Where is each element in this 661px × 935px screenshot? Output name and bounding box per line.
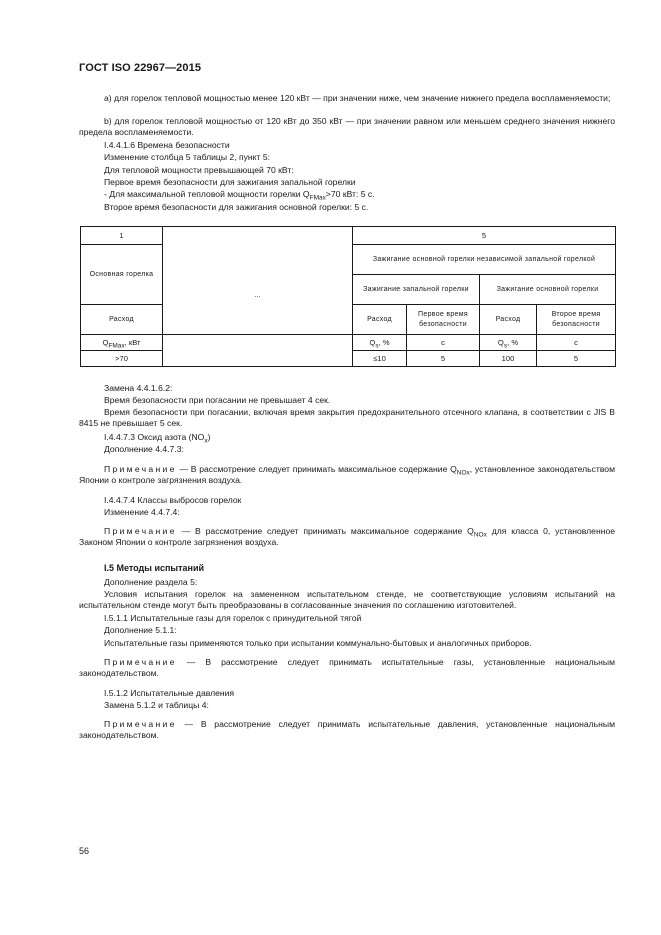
table-cell: $Q_s$, % <box>480 335 537 351</box>
clause-line: Замена 5.1.2 и таблицы 4: <box>104 700 209 710</box>
table-cell: 5 <box>537 351 616 367</box>
table-col-number: 1 <box>81 227 163 245</box>
note: Примечание — В рассмотрение следует принимать максимальное содержание $Q_{NOx}$, установленное законодательством Японии о контроле загрязнения воздуха. <box>79 464 615 486</box>
table-ellipsis: ... <box>163 227 353 335</box>
clause-line: Дополнение раздела 5: <box>104 577 198 587</box>
table-cell: ≤10 <box>353 351 407 367</box>
table-cell: Зажигание основной горелки <box>480 275 616 305</box>
note: Примечание — В рассмотрение следует принимать испытательные газы, установленные национальным законодательством. <box>79 657 615 679</box>
paragraph: Условия испытания горелок на замененном испытательном стенде, не соответствующие условиям испытаний на испытательном стенде могут быть преобразованы в согласованные значения по соглашению изготовителей. <box>79 589 615 611</box>
clause-line: Дополнение 5.1.1: <box>104 625 177 635</box>
table-cell: Расход <box>81 305 163 335</box>
table-cell: Второе время безопасности <box>537 305 616 335</box>
table-cell: Расход <box>480 305 537 335</box>
table-cell: c <box>537 335 616 351</box>
clause-heading: I.5.1.1 Испытательные газы для горелок с принудительной тягой <box>104 613 362 623</box>
table-cell <box>163 335 353 367</box>
clause-line: Время безопасности при погасании не превышает 4 сек. <box>104 395 331 405</box>
clause-line: Второе время безопасности для зажигания основной горелки: 5 с. <box>104 202 369 212</box>
table-cell: $Q_s$, % <box>353 335 407 351</box>
clause-line: Для тепловой мощности превышающей 70 кВт: <box>104 165 294 175</box>
table-cell: Основная горелка <box>81 245 163 305</box>
note: Примечание — В рассмотрение следует принимать максимальное содержание $Q_{NOx}$ для класса 0, установленное Законом Японии о контроле загрязнения воздуха. <box>79 526 616 548</box>
clause-line: Первое время безопасности для зажигания запальной горелки <box>104 177 356 187</box>
clause-heading: I.4.4.7.4 Классы выбросов горелок <box>104 495 242 505</box>
table-cell: Первое время безопасности <box>407 305 480 335</box>
clause-line: - Для максимальной тепловой мощности горелки $Q_{FMax}>70$ кВт: 5 с. <box>104 189 375 202</box>
clause-line: Время безопасности при погасании, включая время закрытия предохранительного отсечного клапана, в соответствии с JIS B 8415 не превышает 5 сек. <box>79 407 615 429</box>
note: Примечание — В рассмотрение следует принимать испытательные давления, установленные национальным законодательством. <box>79 719 615 741</box>
table-cell: Расход <box>353 305 407 335</box>
clause-line: Изменение 4.4.7.4: <box>104 507 180 517</box>
clause-line: Испытательные газы применяются только при испытании коммунально-бытовых и аналогичных приборов. <box>104 638 532 648</box>
table-cell: Зажигание основной горелки независимой запальной горелкой <box>353 245 616 275</box>
table-cell: Зажигание запальной горелки <box>353 275 480 305</box>
page-number: 56 <box>79 846 90 856</box>
clause-line: Изменение столбца 5 таблицы 2, пункт 5: <box>104 152 271 162</box>
paragraph-a: а) для горелок тепловой мощностью менее 120 кВт — при значении ниже, чем значение нижнего предела воспламеняемости; <box>104 93 611 103</box>
table-cell: c <box>407 335 480 351</box>
clause-heading: I.4.4.7.3 Оксид азота $(NO_x)$ <box>104 432 211 445</box>
safety-times-table <box>80 226 616 367</box>
table-cell: 100 <box>480 351 537 367</box>
table-col-number: 5 <box>353 227 616 245</box>
clause-line: Замена 4.4.1.6.2: <box>104 383 173 393</box>
table-cell: 5 <box>407 351 480 367</box>
clause-heading: I.5.1.2 Испытательные давления <box>104 688 235 698</box>
section-title: I.5 Методы испытаний <box>104 563 205 573</box>
table-cell: $Q_{FMax}$, кВт <box>81 335 163 351</box>
document-header: ГОСТ ISO 22967—2015 <box>79 62 202 74</box>
clause-line: Дополнение 4.4.7.3: <box>104 444 184 454</box>
table-cell: >70 <box>81 351 163 367</box>
paragraph-b: b) для горелок тепловой мощностью от 120 кВт до 350 кВт — при значении равном или меньшем среднего значения нижнего предела воспламеняемости. <box>79 116 615 138</box>
clause-heading: I.4.4.1.6 Времена безопасности <box>104 140 230 150</box>
